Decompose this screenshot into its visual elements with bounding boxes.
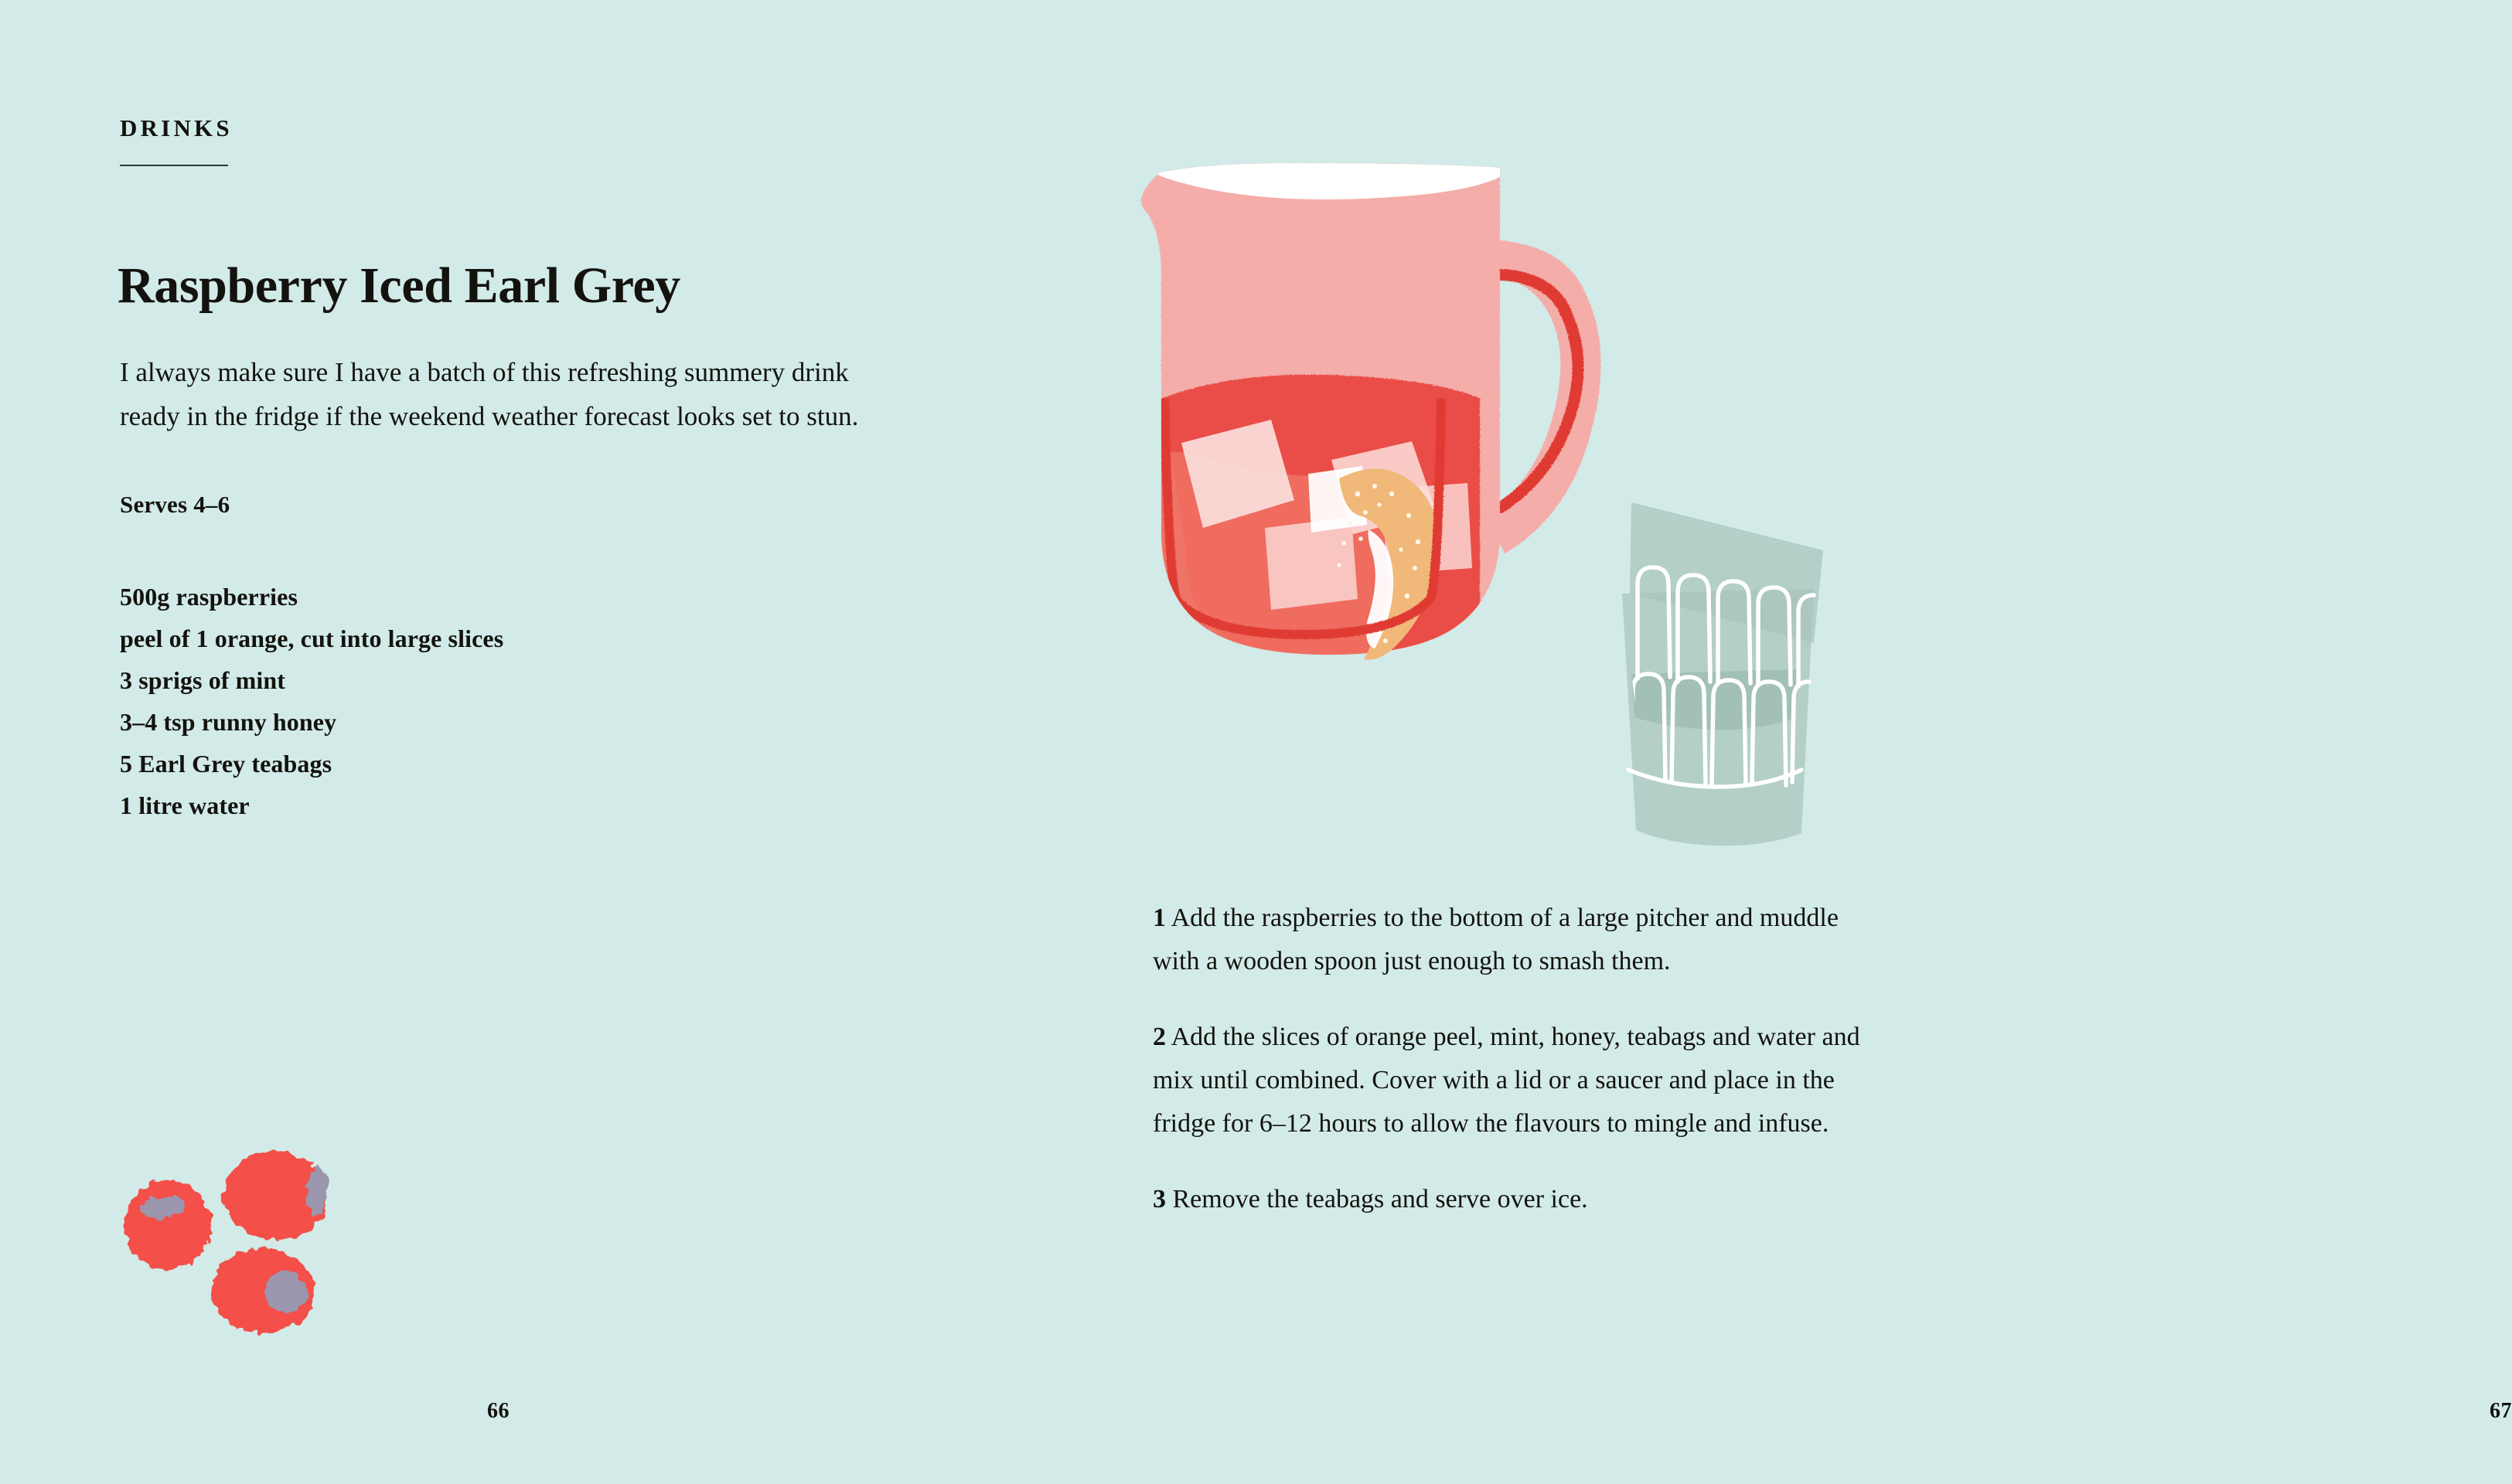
list-item: 3 sprigs of mint (120, 666, 286, 694)
step-number: 2 (1153, 1023, 1166, 1051)
list-item: 5 Earl Grey teabags (120, 750, 332, 778)
list-item: 3–4 tsp runny honey (120, 708, 337, 736)
list-item: 1 litre water (120, 791, 250, 819)
step-number: 3 (1153, 1185, 1166, 1213)
list-item: 500g raspberries (120, 583, 298, 611)
section-label-rule (120, 165, 228, 166)
method-steps (1153, 897, 1876, 1221)
section-label: DRINKS (120, 114, 233, 141)
raspberry-top-right (223, 1151, 329, 1241)
pitcher-illustration (1137, 166, 1662, 699)
left-page (0, 0, 990, 1484)
method-step (1153, 897, 1876, 983)
method-step (1153, 1016, 1876, 1145)
page-number-right: 67 (2490, 1399, 2512, 1423)
step-text: Add the raspberries to the bottom of a large pitcher and muddle with a wooden spoon just enough to smash them. (1153, 904, 1839, 975)
page-number-left: 66 (487, 1399, 510, 1423)
glass-illustration (1614, 495, 1846, 796)
serves-label: Serves 4–6 (120, 491, 230, 518)
step-text: Add the slices of orange peel, mint, honey, teabags and water and mix until combined. Cover with a lid or a saucer and place in the fridge for 6–12 hours to allow the flavours to mingle and infuse. (1153, 1023, 1860, 1138)
raspberry-bottom-right (211, 1248, 315, 1333)
method-step (1153, 1178, 1876, 1221)
ingredients-list (120, 576, 503, 826)
step-number: 1 (1153, 904, 1166, 932)
list-item: peel of 1 orange, cut into large slices (120, 625, 504, 652)
recipe-intro-paragraph: I always make sure I have a batch of this refreshing summery drink ready in the fridge if the weekend weather forecast looks set to stun. (120, 357, 859, 431)
step-text: Remove the teabags and serve over ice. (1172, 1185, 1588, 1213)
raspberries-illustration (104, 1132, 367, 1364)
raspberry-left (124, 1180, 211, 1270)
page-title: Raspberry Iced Earl Grey (118, 257, 680, 315)
